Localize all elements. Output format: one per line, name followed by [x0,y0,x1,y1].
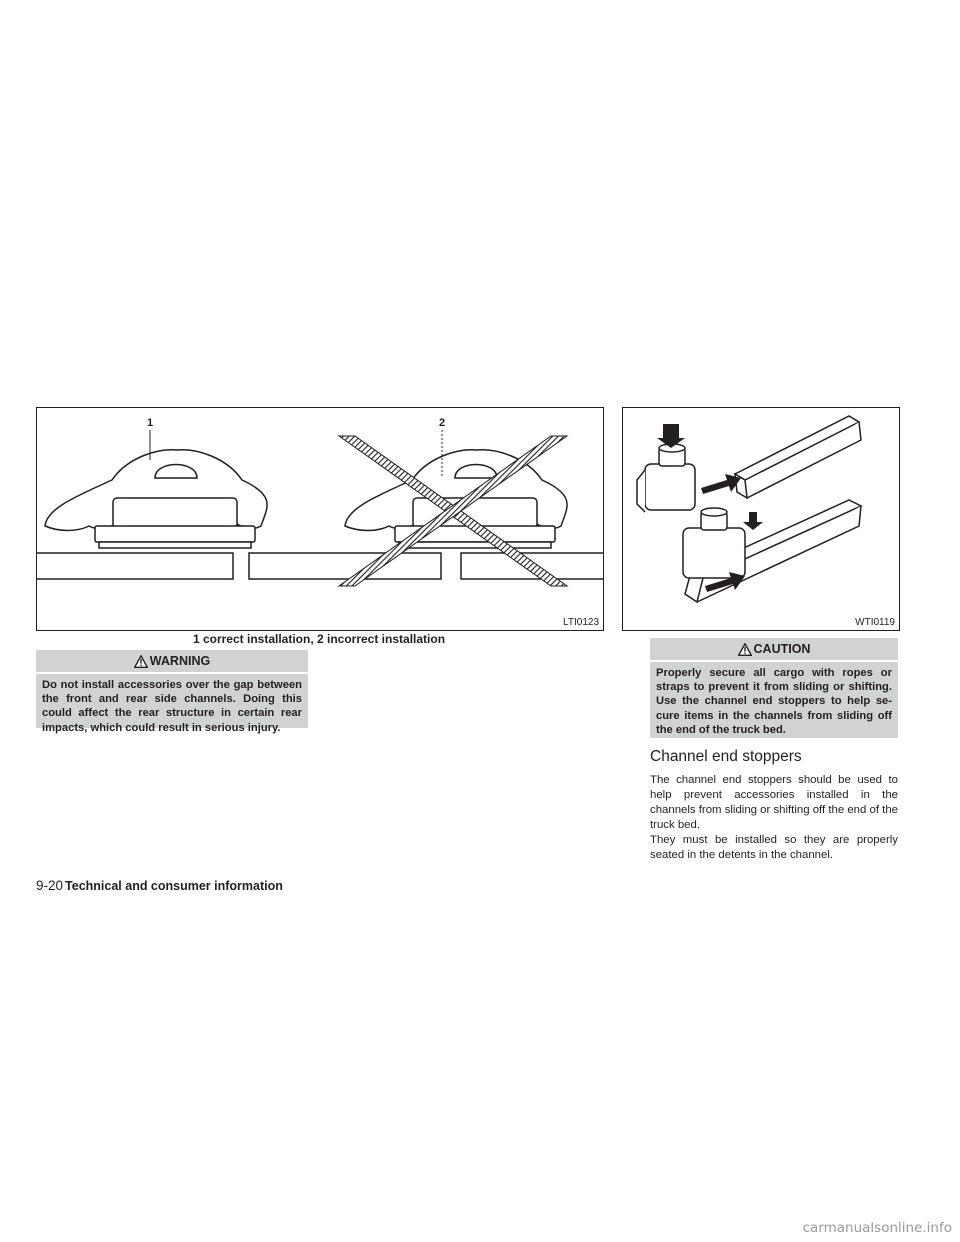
cleat-correct [45,450,267,548]
figure-code: WTI0119 [855,617,895,628]
caution-title: CAUTION [753,642,811,656]
caution-header [650,638,898,662]
end-stopper-illustration [623,408,899,630]
caution-box [650,638,898,738]
warning-title: WARNING [149,654,211,668]
page-number: 9-20 [36,878,64,893]
warning-triangle-icon [134,655,148,668]
section-heading: Channel end stoppers [650,748,802,765]
cleat-incorrect [345,450,567,548]
body-paragraph: They must be installed so they are properly seated in the detents in the channel. [650,834,898,861]
callout-2: 2 [438,417,446,429]
watermark: carmanualsonline.info [802,1220,952,1236]
cleat-installation-illustration [37,408,603,630]
body-paragraph: The channel end stoppers should be used to help prevent accessories installed in the channels from sliding or shifting off the end of the truck bed. [650,774,899,831]
caution-text: Properly secure all cargo with ropes or straps to prevent it from sliding or shifting. Use the channel end stoppers to help se-cure items in the channels from sliding off the end of the truck bed. [656,667,892,736]
figure-channel-end-stoppers [622,407,900,631]
warning-box [36,650,308,734]
figure-code: LTI0123 [563,617,599,628]
warning-text: Do not install accessories over the gap between the front and rear side channels. Doing this could affect the rear structure in certain rear impacts, which could result in serious injury. [42,679,302,734]
warning-header [36,650,308,674]
figure-caption: 1 correct installation, 2 incorrect installation [192,632,446,646]
page-footer [36,878,283,893]
callout-1: 1 [146,417,154,429]
warning-triangle-icon [738,643,752,656]
figure-cleat-installation [36,407,604,631]
footer-section-title: Technical and consumer information [65,879,283,893]
